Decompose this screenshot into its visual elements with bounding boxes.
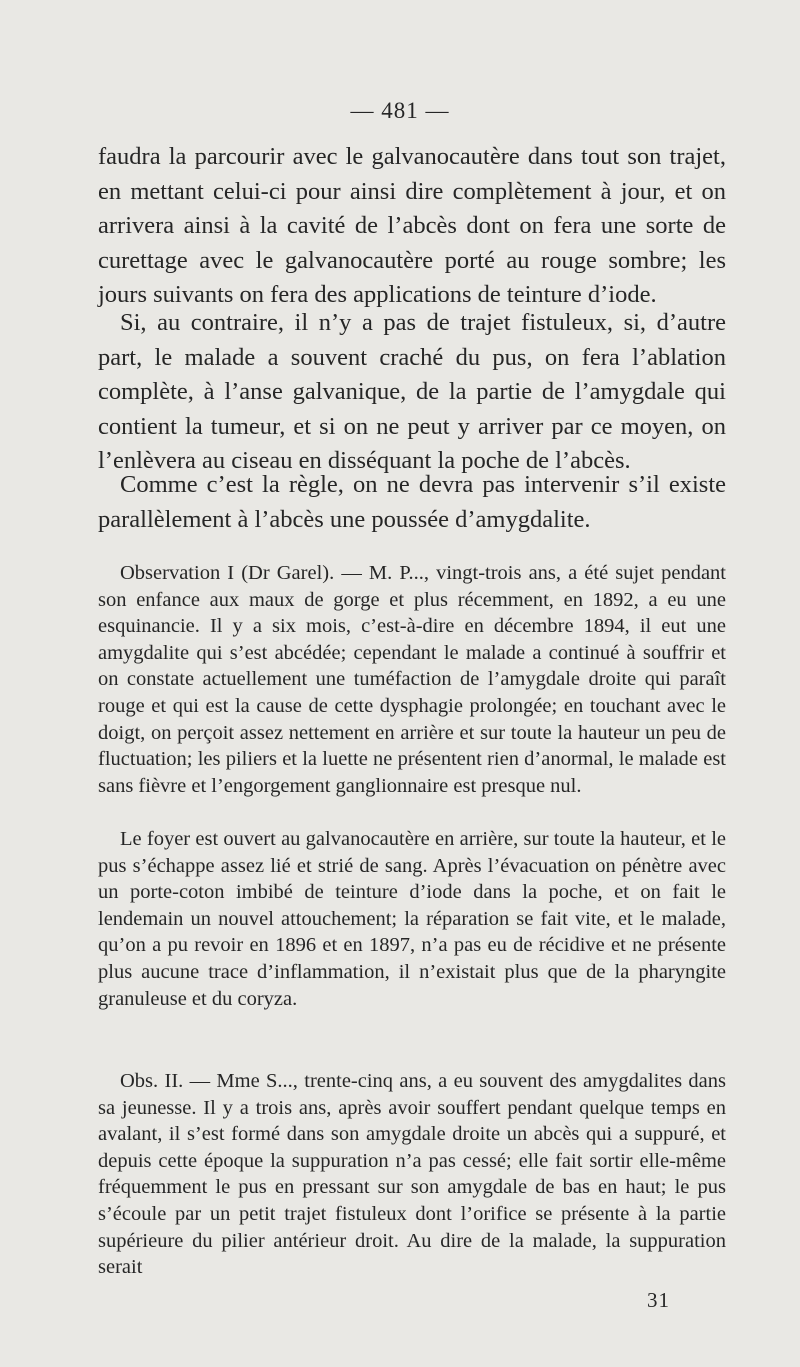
observation-1-continued: Le foyer est ouvert au galvanocautère en arrière, sur toute la hauteur, et le pus s’échappe assez lié et strié de sang. Après l’évacuation on pénètre avec un porte-coton imbibé de teinture d’iode dans la poche, et on fait le lendemain un nouvel attouchement; la réparation se fait vite, et le malade, qu’on a pu revoir en 1896 et en 1897, n’a pas eu de récidive et ne présente plus aucune trace d’inflammation, il n’existait plus que de la pharyngite granuleuse et du coryza. xyxy=(98,828,726,1010)
page-number: — 481 — xyxy=(350,98,450,123)
observation-1: Observation I (Dr Garel). — M. P..., vingt-trois ans, a été sujet pendant son enfance aux maux de gorge et plus récemment, en 1892, a eu une esquinancie. Il y a six mois, c’est-à-dire en décembre 1894, il eut une amygdalite qui s’est abcédée; cependant le malade a continué à souffrir et on constate actuellement une tuméfaction de l’amygdale droite qui paraît rouge et qui est la cause de cette dysphagie prolongée; en touchant avec le doigt, on perçoit assez nettement en arrière et sur toute la hauteur un peu de fluctuation; les piliers et la luette ne présentent rien d’anormal, le malade est sans fièvre et l’engorgement ganglionnaire est presque nul. xyxy=(98,562,726,797)
signature-mark: 31 xyxy=(647,1288,670,1312)
observation-2: Obs. II. — Mme S..., trente-cinq ans, a eu souvent des amygdalites dans sa jeunesse. Il y a trois ans, après avoir souffert pendant quelque temps en avalant, il s’est formé dans son amygdale droite un abcès qui a suppuré, et depuis cette époque la suppuration n’a pas cessé; elle fait sortir elle-même fréquemment le pus en pressant sur son amygdale de bas en haut; le pus s’écoule par un petit trajet fistuleux dont l’orifice se présente à la partie supérieure du pilier antérieur droit. Au dire de la malade, la suppuration serait xyxy=(98,1070,726,1279)
paragraph-3: Comme c’est la règle, on ne devra pas intervenir s’il existe parallèlement à l’abcès une poussée d’amygdalite. xyxy=(98,471,726,533)
paragraph-1: faudra la parcourir avec le galvanocautère dans tout son trajet, en mettant celui-ci pour ainsi dire complètement à jour, et on arrivera ainsi à la cavité de l’abcès dont on fera une sorte de curettage avec le galvanocautère porté au rouge sombre; les jours suivants on fera des applications de teinture d’iode. xyxy=(98,143,726,308)
paragraph-2: Si, au contraire, il n’y a pas de trajet fistuleux, si, d’autre part, le malade a souvent craché du pus, on fera l’ablation complète, à l’anse galvanique, de la partie de l’amygdale qui contient la tumeur, et si on ne peut y arriver par ce moyen, on l’enlèvera au ciseau en disséquant la poche de l’abcès. xyxy=(98,309,726,474)
